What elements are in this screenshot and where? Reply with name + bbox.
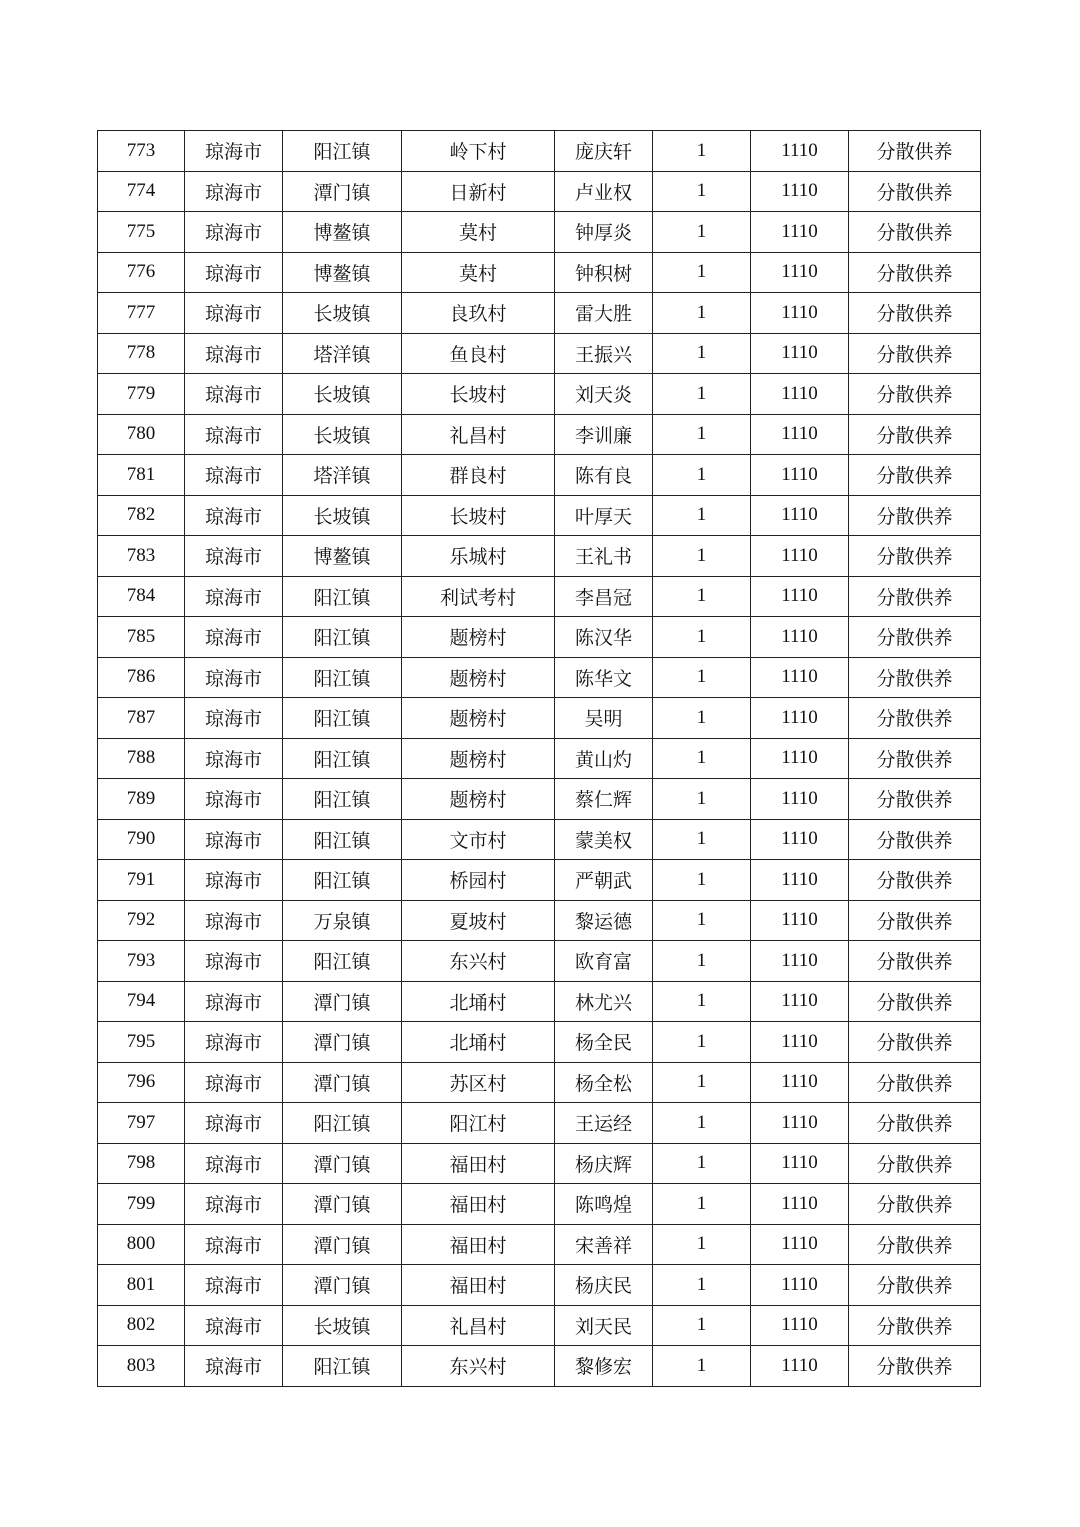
cell-serial: 783 [98,536,185,577]
cell-amount: 1110 [751,495,849,536]
table-row [98,1224,981,1265]
table-row [98,455,981,496]
cell-village: 乐城村 [402,536,555,577]
cell-count: 1 [653,860,751,901]
table-row [98,1305,981,1346]
cell-village: 利试考村 [402,576,555,617]
cell-town: 塔洋镇 [283,455,402,496]
cell-support-type: 分散供养 [849,293,981,334]
cell-city: 琼海市 [185,1103,283,1144]
cell-name: 林尤兴 [555,981,653,1022]
cell-town: 阳江镇 [283,1103,402,1144]
cell-amount: 1110 [751,779,849,820]
cell-town: 博鳌镇 [283,536,402,577]
cell-count: 1 [653,1103,751,1144]
cell-amount: 1110 [751,1346,849,1387]
cell-serial: 776 [98,252,185,293]
cell-name: 刘天民 [555,1305,653,1346]
cell-support-type: 分散供养 [849,1143,981,1184]
table-body [98,131,981,1387]
beneficiary-table [97,130,981,1387]
cell-support-type: 分散供养 [849,738,981,779]
cell-count: 1 [653,941,751,982]
cell-count: 1 [653,617,751,658]
cell-village: 莫村 [402,212,555,253]
cell-serial: 793 [98,941,185,982]
cell-amount: 1110 [751,860,849,901]
cell-amount: 1110 [751,455,849,496]
cell-amount: 1110 [751,414,849,455]
cell-name: 杨庆辉 [555,1143,653,1184]
cell-town: 阳江镇 [283,738,402,779]
cell-town: 潭门镇 [283,981,402,1022]
cell-count: 1 [653,1184,751,1225]
table-row [98,698,981,739]
cell-support-type: 分散供养 [849,414,981,455]
cell-serial: 778 [98,333,185,374]
cell-serial: 781 [98,455,185,496]
cell-serial: 799 [98,1184,185,1225]
cell-village: 北埇村 [402,1022,555,1063]
table-row [98,414,981,455]
cell-city: 琼海市 [185,576,283,617]
table-row [98,900,981,941]
cell-serial: 784 [98,576,185,617]
cell-serial: 780 [98,414,185,455]
cell-support-type: 分散供养 [849,1305,981,1346]
cell-serial: 794 [98,981,185,1022]
cell-city: 琼海市 [185,252,283,293]
cell-amount: 1110 [751,576,849,617]
cell-village: 良玖村 [402,293,555,334]
cell-village: 题榜村 [402,657,555,698]
cell-name: 黄山灼 [555,738,653,779]
cell-town: 长坡镇 [283,374,402,415]
cell-count: 1 [653,495,751,536]
cell-support-type: 分散供养 [849,860,981,901]
cell-amount: 1110 [751,657,849,698]
cell-amount: 1110 [751,212,849,253]
cell-amount: 1110 [751,1224,849,1265]
table-row [98,1143,981,1184]
cell-city: 琼海市 [185,1062,283,1103]
table-row [98,1062,981,1103]
table-row [98,657,981,698]
table-row [98,1022,981,1063]
cell-city: 琼海市 [185,738,283,779]
cell-city: 琼海市 [185,1143,283,1184]
cell-amount: 1110 [751,617,849,658]
cell-count: 1 [653,252,751,293]
cell-name: 杨全松 [555,1062,653,1103]
cell-city: 琼海市 [185,657,283,698]
cell-count: 1 [653,900,751,941]
table-row [98,576,981,617]
cell-name: 杨庆民 [555,1265,653,1306]
cell-serial: 795 [98,1022,185,1063]
cell-name: 黎修宏 [555,1346,653,1387]
cell-town: 阳江镇 [283,779,402,820]
cell-name: 杨全民 [555,1022,653,1063]
cell-city: 琼海市 [185,1184,283,1225]
cell-name: 卢业权 [555,171,653,212]
table-row [98,779,981,820]
cell-support-type: 分散供养 [849,333,981,374]
cell-city: 琼海市 [185,212,283,253]
cell-village: 东兴村 [402,941,555,982]
cell-count: 1 [653,1305,751,1346]
cell-town: 阳江镇 [283,131,402,172]
cell-serial: 802 [98,1305,185,1346]
cell-amount: 1110 [751,698,849,739]
cell-amount: 1110 [751,941,849,982]
cell-city: 琼海市 [185,333,283,374]
cell-name: 王运经 [555,1103,653,1144]
cell-count: 1 [653,1143,751,1184]
cell-village: 礼昌村 [402,414,555,455]
cell-name: 严朝武 [555,860,653,901]
cell-town: 博鳌镇 [283,212,402,253]
cell-support-type: 分散供养 [849,536,981,577]
cell-amount: 1110 [751,171,849,212]
table-row [98,941,981,982]
table-row [98,131,981,172]
cell-village: 桥园村 [402,860,555,901]
table-row [98,819,981,860]
cell-support-type: 分散供养 [849,819,981,860]
cell-name: 蒙美权 [555,819,653,860]
cell-city: 琼海市 [185,981,283,1022]
table-row [98,738,981,779]
cell-amount: 1110 [751,374,849,415]
cell-city: 琼海市 [185,374,283,415]
cell-amount: 1110 [751,536,849,577]
cell-village: 东兴村 [402,1346,555,1387]
cell-city: 琼海市 [185,900,283,941]
cell-serial: 791 [98,860,185,901]
cell-town: 潭门镇 [283,1265,402,1306]
cell-support-type: 分散供养 [849,252,981,293]
table-row [98,981,981,1022]
cell-amount: 1110 [751,333,849,374]
cell-name: 钟厚炎 [555,212,653,253]
cell-serial: 789 [98,779,185,820]
cell-town: 长坡镇 [283,293,402,334]
table-row [98,617,981,658]
cell-serial: 773 [98,131,185,172]
cell-amount: 1110 [751,1143,849,1184]
cell-city: 琼海市 [185,131,283,172]
cell-count: 1 [653,536,751,577]
cell-city: 琼海市 [185,1346,283,1387]
table-row [98,495,981,536]
cell-support-type: 分散供养 [849,941,981,982]
cell-name: 刘天炎 [555,374,653,415]
cell-name: 王礼书 [555,536,653,577]
table-row [98,1346,981,1387]
cell-city: 琼海市 [185,617,283,658]
cell-count: 1 [653,293,751,334]
cell-town: 长坡镇 [283,1305,402,1346]
cell-name: 欧育富 [555,941,653,982]
cell-count: 1 [653,171,751,212]
cell-name: 王振兴 [555,333,653,374]
cell-town: 潭门镇 [283,1022,402,1063]
cell-name: 黎运德 [555,900,653,941]
cell-support-type: 分散供养 [849,657,981,698]
cell-count: 1 [653,212,751,253]
table-row [98,1184,981,1225]
cell-name: 宋善祥 [555,1224,653,1265]
cell-town: 潭门镇 [283,171,402,212]
cell-village: 长坡村 [402,374,555,415]
cell-count: 1 [653,374,751,415]
cell-support-type: 分散供养 [849,1103,981,1144]
cell-name: 叶厚天 [555,495,653,536]
cell-amount: 1110 [751,1184,849,1225]
cell-city: 琼海市 [185,293,283,334]
cell-city: 琼海市 [185,1305,283,1346]
cell-serial: 779 [98,374,185,415]
cell-city: 琼海市 [185,536,283,577]
cell-town: 长坡镇 [283,414,402,455]
cell-village: 日新村 [402,171,555,212]
cell-village: 题榜村 [402,698,555,739]
cell-village: 群良村 [402,455,555,496]
cell-amount: 1110 [751,1062,849,1103]
cell-village: 文市村 [402,819,555,860]
cell-town: 博鳌镇 [283,252,402,293]
cell-city: 琼海市 [185,414,283,455]
cell-city: 琼海市 [185,698,283,739]
cell-serial: 774 [98,171,185,212]
cell-amount: 1110 [751,1103,849,1144]
cell-support-type: 分散供养 [849,1062,981,1103]
cell-town: 阳江镇 [283,657,402,698]
cell-name: 雷大胜 [555,293,653,334]
table-row [98,293,981,334]
cell-city: 琼海市 [185,495,283,536]
cell-name: 陈鸣煌 [555,1184,653,1225]
cell-support-type: 分散供养 [849,779,981,820]
cell-amount: 1110 [751,293,849,334]
cell-name: 蔡仁辉 [555,779,653,820]
cell-count: 1 [653,981,751,1022]
cell-city: 琼海市 [185,941,283,982]
cell-town: 潭门镇 [283,1062,402,1103]
cell-name: 陈华文 [555,657,653,698]
cell-serial: 798 [98,1143,185,1184]
cell-city: 琼海市 [185,171,283,212]
cell-serial: 788 [98,738,185,779]
cell-support-type: 分散供养 [849,1184,981,1225]
cell-support-type: 分散供养 [849,698,981,739]
cell-support-type: 分散供养 [849,617,981,658]
cell-village: 夏坡村 [402,900,555,941]
cell-village: 福田村 [402,1224,555,1265]
table-row [98,374,981,415]
cell-count: 1 [653,576,751,617]
cell-serial: 801 [98,1265,185,1306]
cell-name: 钟积树 [555,252,653,293]
cell-count: 1 [653,455,751,496]
cell-support-type: 分散供养 [849,495,981,536]
cell-count: 1 [653,698,751,739]
cell-serial: 785 [98,617,185,658]
cell-serial: 797 [98,1103,185,1144]
cell-village: 鱼良村 [402,333,555,374]
cell-support-type: 分散供养 [849,576,981,617]
cell-support-type: 分散供养 [849,900,981,941]
cell-support-type: 分散供养 [849,1022,981,1063]
cell-village: 题榜村 [402,617,555,658]
cell-town: 万泉镇 [283,900,402,941]
cell-name: 庞庆轩 [555,131,653,172]
table-row [98,333,981,374]
cell-support-type: 分散供养 [849,212,981,253]
cell-count: 1 [653,1062,751,1103]
cell-count: 1 [653,779,751,820]
cell-city: 琼海市 [185,819,283,860]
cell-support-type: 分散供养 [849,171,981,212]
cell-support-type: 分散供养 [849,374,981,415]
table-row [98,1103,981,1144]
cell-town: 潭门镇 [283,1224,402,1265]
cell-town: 长坡镇 [283,495,402,536]
cell-amount: 1110 [751,900,849,941]
cell-city: 琼海市 [185,860,283,901]
cell-village: 阳江村 [402,1103,555,1144]
cell-amount: 1110 [751,738,849,779]
cell-town: 阳江镇 [283,698,402,739]
cell-serial: 777 [98,293,185,334]
cell-serial: 782 [98,495,185,536]
cell-count: 1 [653,1022,751,1063]
cell-support-type: 分散供养 [849,131,981,172]
cell-name: 陈有良 [555,455,653,496]
cell-count: 1 [653,819,751,860]
cell-town: 阳江镇 [283,819,402,860]
cell-serial: 787 [98,698,185,739]
cell-amount: 1110 [751,819,849,860]
cell-amount: 1110 [751,1022,849,1063]
cell-town: 潭门镇 [283,1184,402,1225]
cell-serial: 786 [98,657,185,698]
cell-village: 题榜村 [402,779,555,820]
cell-city: 琼海市 [185,1224,283,1265]
table-row [98,252,981,293]
table-row [98,171,981,212]
cell-town: 阳江镇 [283,941,402,982]
cell-village: 长坡村 [402,495,555,536]
cell-village: 莫村 [402,252,555,293]
cell-town: 塔洋镇 [283,333,402,374]
cell-count: 1 [653,1346,751,1387]
cell-village: 岭下村 [402,131,555,172]
cell-count: 1 [653,738,751,779]
cell-village: 苏区村 [402,1062,555,1103]
cell-name: 吴明 [555,698,653,739]
cell-town: 潭门镇 [283,1143,402,1184]
cell-village: 北埇村 [402,981,555,1022]
cell-city: 琼海市 [185,779,283,820]
cell-count: 1 [653,131,751,172]
cell-count: 1 [653,1265,751,1306]
cell-count: 1 [653,414,751,455]
cell-town: 阳江镇 [283,1346,402,1387]
table-row [98,536,981,577]
cell-count: 1 [653,657,751,698]
cell-name: 陈汉华 [555,617,653,658]
cell-village: 福田村 [402,1184,555,1225]
cell-town: 阳江镇 [283,576,402,617]
cell-city: 琼海市 [185,1265,283,1306]
cell-serial: 800 [98,1224,185,1265]
cell-support-type: 分散供养 [849,1346,981,1387]
cell-city: 琼海市 [185,455,283,496]
cell-amount: 1110 [751,1305,849,1346]
cell-serial: 790 [98,819,185,860]
cell-name: 李昌冠 [555,576,653,617]
cell-amount: 1110 [751,131,849,172]
cell-serial: 803 [98,1346,185,1387]
cell-support-type: 分散供养 [849,1265,981,1306]
table-row [98,860,981,901]
cell-count: 1 [653,1224,751,1265]
cell-village: 礼昌村 [402,1305,555,1346]
cell-support-type: 分散供养 [849,1224,981,1265]
cell-village: 福田村 [402,1143,555,1184]
cell-town: 阳江镇 [283,860,402,901]
cell-support-type: 分散供养 [849,981,981,1022]
table-row [98,212,981,253]
cell-support-type: 分散供养 [849,455,981,496]
cell-city: 琼海市 [185,1022,283,1063]
cell-name: 李训廉 [555,414,653,455]
cell-amount: 1110 [751,252,849,293]
cell-count: 1 [653,333,751,374]
cell-village: 福田村 [402,1265,555,1306]
cell-serial: 792 [98,900,185,941]
cell-amount: 1110 [751,1265,849,1306]
cell-serial: 775 [98,212,185,253]
cell-serial: 796 [98,1062,185,1103]
table-row [98,1265,981,1306]
cell-town: 阳江镇 [283,617,402,658]
cell-amount: 1110 [751,981,849,1022]
cell-village: 题榜村 [402,738,555,779]
